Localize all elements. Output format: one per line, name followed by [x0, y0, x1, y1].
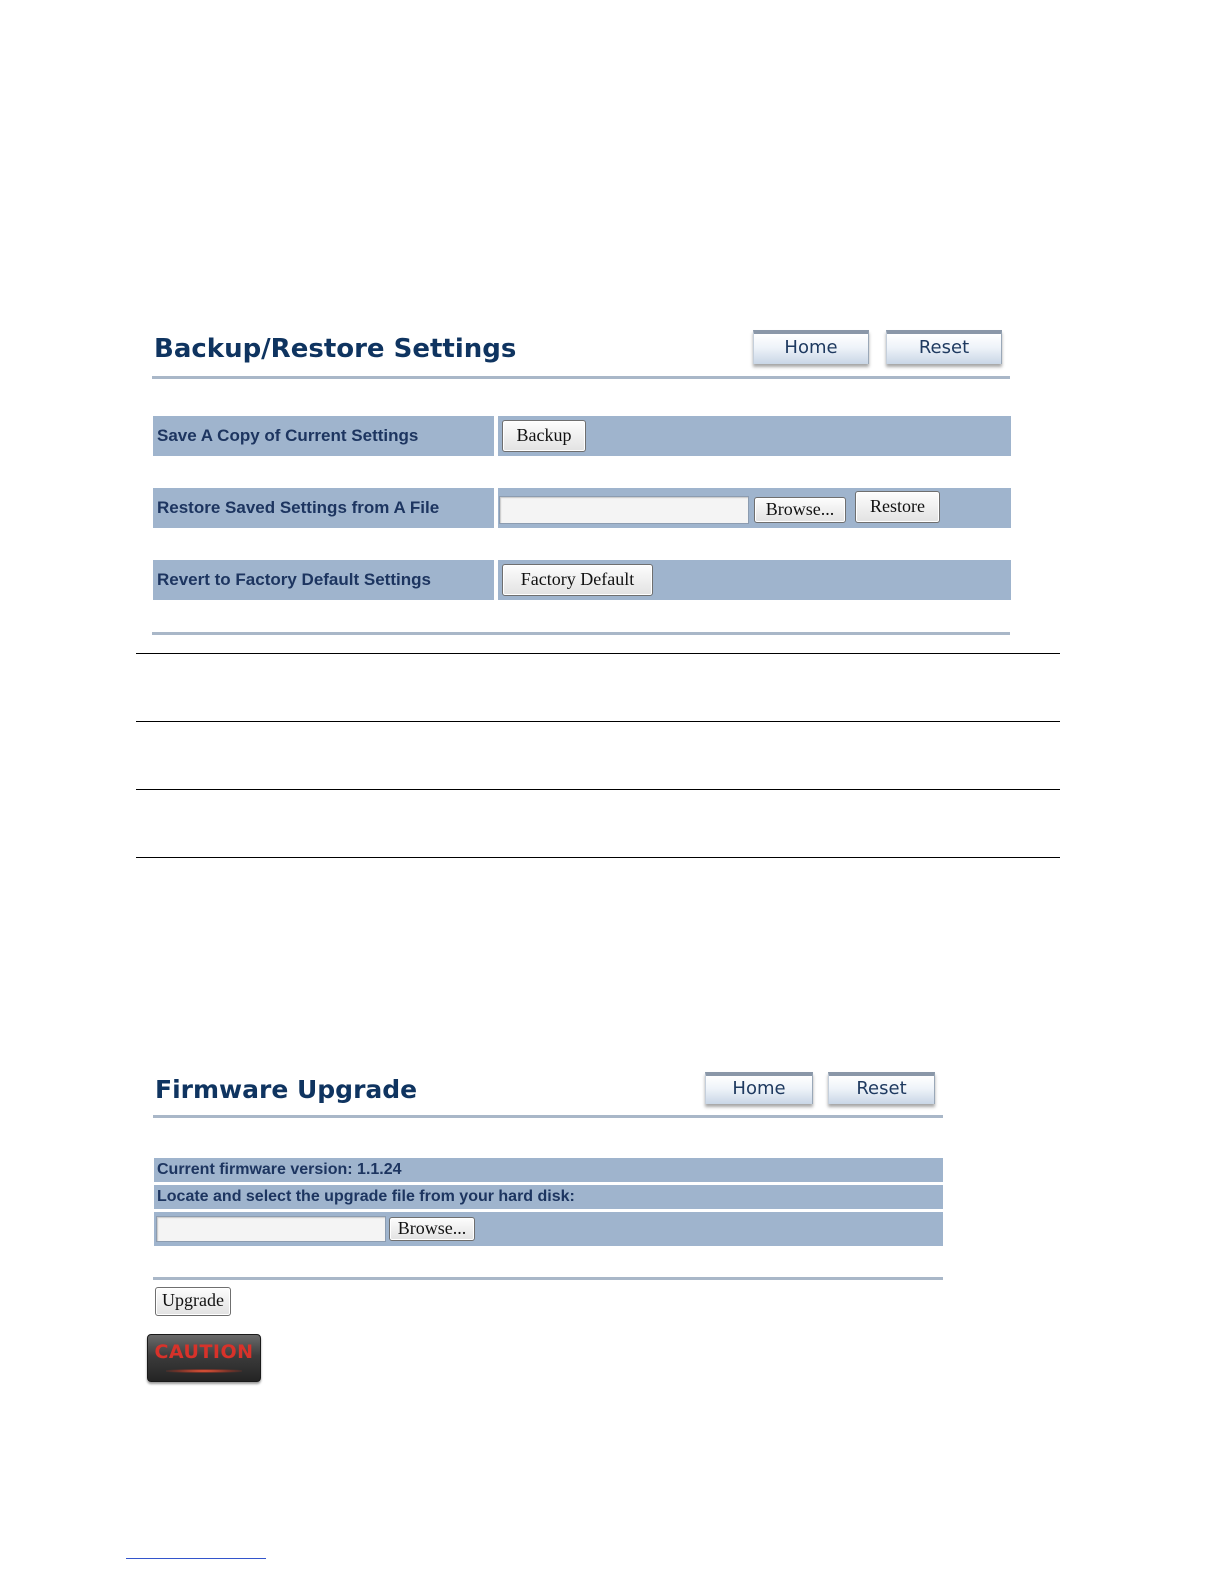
backup-row-label: Save A Copy of Current Settings [157, 426, 419, 445]
restore-file-input[interactable] [499, 496, 749, 524]
firmware-version-row [154, 1158, 943, 1182]
factory-default-row [153, 560, 1011, 600]
firmware-file-input[interactable] [156, 1216, 386, 1242]
firmware-file-row [154, 1212, 943, 1246]
factory-default-row-label: Revert to Factory Default Settings [157, 570, 431, 589]
panel-bottom-divider [153, 1277, 943, 1280]
backup-button[interactable]: Backup [502, 420, 586, 452]
restore-button[interactable]: Restore [855, 491, 940, 523]
home-button[interactable]: Home [753, 330, 869, 364]
firmware-version-label: Current firmware version: 1.1.24 [157, 1161, 402, 1178]
title-divider [152, 376, 1010, 379]
backup-restore-title: Backup/Restore Settings [154, 334, 517, 364]
column-divider [494, 488, 498, 528]
caution-badge [147, 1334, 261, 1382]
reset-button[interactable]: Reset [828, 1072, 935, 1104]
table-rule [136, 857, 1060, 858]
locate-file-row [154, 1185, 943, 1209]
restore-browse-button[interactable]: Browse... [754, 497, 846, 523]
reset-button[interactable]: Reset [886, 330, 1002, 364]
table-rule [136, 721, 1060, 722]
factory-default-button[interactable]: Factory Default [502, 564, 653, 596]
backup-row [153, 416, 1011, 456]
title-divider [153, 1115, 943, 1118]
caution-glow [166, 1369, 242, 1373]
footer-link-underline [126, 1558, 266, 1559]
home-button[interactable]: Home [705, 1072, 813, 1104]
column-divider [494, 416, 498, 456]
upgrade-button[interactable]: Upgrade [155, 1287, 231, 1316]
restore-row [153, 488, 1011, 528]
restore-row-label: Restore Saved Settings from A File [157, 498, 440, 517]
caution-badge-label: CAUTION [154, 1341, 254, 1363]
panel-bottom-divider [152, 632, 1010, 635]
firmware-upgrade-title: Firmware Upgrade [155, 1075, 418, 1104]
column-divider [494, 560, 498, 600]
locate-file-label: Locate and select the upgrade file from your hard disk: [157, 1188, 575, 1205]
firmware-browse-button[interactable]: Browse... [389, 1217, 475, 1241]
table-rule [136, 789, 1060, 790]
table-rule [136, 653, 1060, 654]
